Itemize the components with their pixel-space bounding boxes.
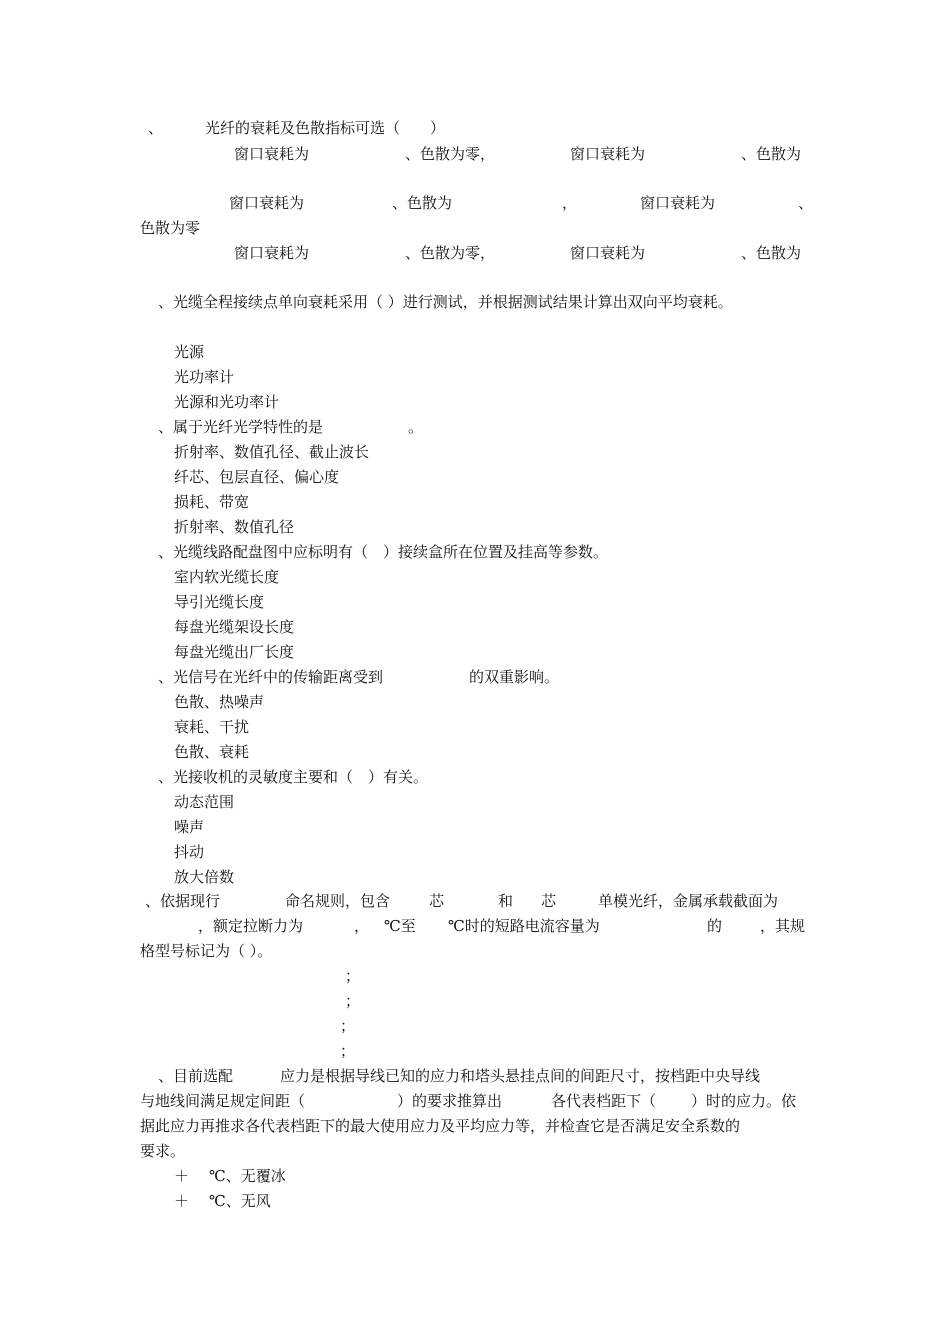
q1-option-b-part4: 窗口衰耗为: [640, 194, 716, 212]
q7-line3: 格型号标记为（ ）。: [140, 942, 273, 960]
q7-line1-part3: 芯: [429, 892, 445, 910]
q2-option: 光源和光功率计: [174, 393, 280, 411]
q2-option: 光功率计: [174, 368, 235, 386]
q8-line3: 据此应力再推求各代表档距下的最大使用应力及平均应力等，并检查它是否满足安全系数的: [140, 1117, 741, 1135]
q1-option-b-part6: 色散为零: [140, 219, 201, 237]
q8-line2-part2: ）的要求推算出: [397, 1092, 503, 1110]
q7-line1-part4: 和: [498, 892, 514, 910]
q3-stem: 、属于光纤光学特性的是: [158, 418, 324, 436]
q7-line2-part1: ，额定拉断力为: [198, 917, 304, 935]
q1-stem: 光纤的衰耗及色散指标可选（ ）: [205, 119, 446, 137]
q8-line4: 要求。: [140, 1142, 186, 1160]
q5-option: 色散、热噪声: [174, 693, 265, 711]
q3-option: 折射率、数值孔径、截止波长: [174, 443, 370, 461]
q6-stem: 、光接收机的灵敏度主要和（ ）有关。: [158, 768, 429, 786]
q6-option: 动态范围: [174, 793, 235, 811]
q5-option: 衰耗、干扰: [174, 718, 250, 736]
q1-option-b-part2: 、色散为: [392, 194, 453, 212]
q8-line2-part4: ）时的应力。依: [691, 1092, 797, 1110]
q2-option: 光源: [174, 343, 205, 361]
q3-option: 损耗、带宽: [174, 493, 250, 511]
q4-option: 导引光缆长度: [174, 593, 265, 611]
q4-option: 每盘光缆出厂长度: [174, 643, 295, 661]
q7-line2-part4: ℃时的短路电流容量为: [448, 917, 600, 935]
q7-line2-part6: ，其规: [760, 917, 806, 935]
q7-line1-part5: 芯: [541, 892, 557, 910]
q8-option-sign: ＋: [174, 1167, 190, 1185]
q7-option: ；: [345, 992, 361, 1010]
q1-option-b-part3: ，: [562, 194, 578, 212]
q1-option-a-part1: 窗口衰耗为: [234, 145, 310, 163]
q5-stem-end: 的双重影响。: [469, 668, 560, 686]
q1-option-a-part3: 窗口衰耗为: [570, 145, 646, 163]
q7-option: ；: [340, 1042, 356, 1060]
q8-option-text: ℃、无风: [209, 1192, 271, 1210]
q5-stem: 、光信号在光纤中的传输距离受到: [158, 668, 384, 686]
q8-line1-part2: 应力是根据导线已知的应力和塔头悬挂点间的间距尺寸，按档距中央导线: [280, 1067, 761, 1085]
q1-option-c-part2: 、色散为零，: [405, 244, 496, 262]
q3-stem-end: 。: [408, 418, 424, 436]
q6-option: 放大倍数: [174, 868, 235, 886]
q1-option-b-part1: 窗口衰耗为: [229, 194, 305, 212]
q1-option-c-part4: 、色散为: [741, 244, 802, 262]
q7-option: ；: [345, 967, 361, 985]
q1-option-b-part5: 、: [798, 194, 814, 212]
q8-option-text: ℃、无覆冰: [209, 1167, 286, 1185]
q7-line2-part5: 的: [707, 917, 723, 935]
q1-option-c-part1: 窗口衰耗为: [234, 244, 310, 262]
q1-option-a-part2: 、色散为零，: [405, 145, 496, 163]
q5-option: 色散、衰耗: [174, 743, 250, 761]
q3-option: 纤芯、包层直径、偏心度: [174, 468, 340, 486]
q7-option: ；: [340, 1017, 356, 1035]
q7-line2-part3: ℃至: [384, 917, 416, 935]
q8-line2-part1: 与地线间满足规定间距（: [140, 1092, 306, 1110]
q8-line1-part1: 、目前选配: [158, 1067, 234, 1085]
q8-line2-part3: 各代表档距下（: [551, 1092, 657, 1110]
q1-number-separator: 、: [148, 119, 164, 137]
q8-option-sign: ＋: [174, 1192, 190, 1210]
q7-line1-part6: 单模光纤，金属承载截面为: [598, 892, 779, 910]
q6-option: 噪声: [174, 818, 205, 836]
q2-stem: 、光缆全程接续点单向衰耗采用（ ）进行测试，并根据测试结果计算出双向平均衰耗。: [158, 293, 733, 311]
q7-line1-part2: 命名规则，包含: [285, 892, 391, 910]
q3-option: 折射率、数值孔径: [174, 518, 295, 536]
q4-option: 室内软光缆长度: [174, 568, 280, 586]
q6-option: 抖动: [174, 843, 205, 861]
q1-option-a-part4: 、色散为: [741, 145, 802, 163]
q4-stem: 、光缆线路配盘图中应标明有（ ）接续盒所在位置及挂高等参数。: [158, 543, 609, 561]
q7-line2-part2: ，: [354, 917, 370, 935]
q1-option-c-part3: 窗口衰耗为: [570, 244, 646, 262]
q7-line1-part1: 、依据现行: [145, 892, 221, 910]
q4-option: 每盘光缆架设长度: [174, 618, 295, 636]
